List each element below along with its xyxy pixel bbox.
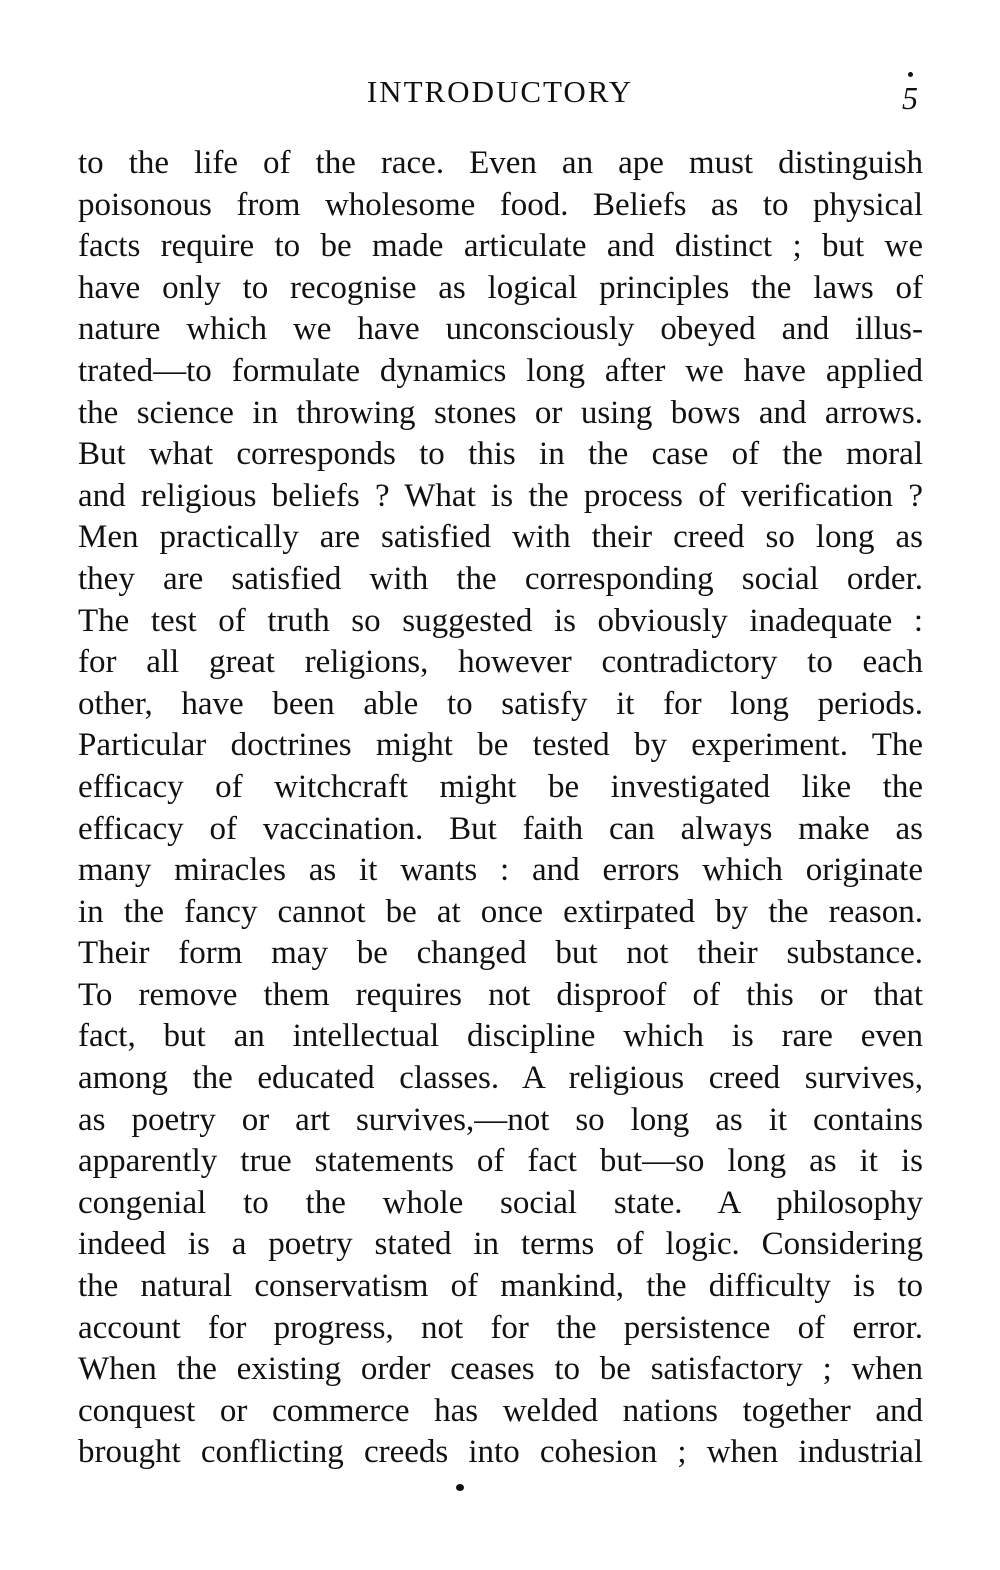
text-line: Particular doctrines might be tested by experiment. The	[78, 727, 923, 764]
text-line: trated—to formulate dynamics long after we have applied	[78, 352, 923, 389]
text-line: To remove them requires not disproof of this or that	[78, 976, 923, 1013]
text-line: nature which we have unconsciously obeyed and illus-	[78, 311, 923, 348]
text-line: the science in throwing stones or using bows and arrows.	[78, 394, 923, 431]
text-line: for all great religions, however contradictory to each	[78, 644, 923, 681]
text-line: they are satisfied with the corresponding social order.	[78, 560, 923, 597]
text-line: efficacy of vaccination. But faith can always make as	[78, 810, 923, 847]
text-line: and religious beliefs ? What is the process of verification ?	[78, 477, 923, 514]
text-line: congenial to the whole social state. A philosophy	[78, 1184, 923, 1221]
text-line: apparently true statements of fact but—so long as it is	[78, 1143, 923, 1180]
text-line: to the life of the race. Even an ape must distinguish	[78, 145, 923, 181]
ink-speck	[908, 72, 913, 77]
text-line: in the fancy cannot be at once extirpated by the reason.	[78, 893, 923, 930]
text-line: many miracles as it wants : and errors which originate	[78, 852, 923, 889]
page-number: 5	[902, 80, 918, 116]
text-line: as poetry or art survives,—not so long as it contains	[78, 1101, 923, 1138]
text-line: have only to recognise as logical principles the laws of	[78, 269, 923, 306]
text-line: brought conflicting creeds into cohesion ; when industrial	[78, 1434, 923, 1471]
text-line: conquest or commerce has welded nations together and	[78, 1392, 923, 1429]
text-line: fact, but an intellectual discipline which is rare even	[78, 1018, 923, 1055]
text-line: indeed is a poetry stated in terms of logic. Considering	[78, 1226, 923, 1263]
text-line: efficacy of witchcraft might be investigated like the	[78, 768, 923, 805]
text-line: account for progress, not for the persistence of error.	[78, 1309, 923, 1346]
text-line: Men practically are satisfied with their creed so long as	[78, 519, 923, 556]
text-line: Their form may be changed but not their substance.	[78, 935, 923, 972]
text-line: poisonous from wholesome food. Beliefs as to physical	[78, 186, 923, 223]
text-line: the natural conservatism of mankind, the difficulty is to	[78, 1268, 923, 1305]
text-line: other, have been able to satisfy it for long periods.	[78, 685, 923, 722]
text-line: facts require to be made articulate and distinct ; but we	[78, 228, 923, 265]
text-line: among the educated classes. A religious creed survives,	[78, 1060, 923, 1097]
text-line: But what corresponds to this in the case of the moral	[78, 436, 923, 473]
running-head: INTRODUCTORY	[366, 74, 634, 109]
text-line: The test of truth so suggested is obviously inadequate :	[78, 602, 923, 639]
text-line: When the existing order ceases to be satisfactory ; when	[78, 1351, 923, 1388]
body-text	[78, 143, 923, 1474]
ink-speck	[456, 1484, 464, 1491]
